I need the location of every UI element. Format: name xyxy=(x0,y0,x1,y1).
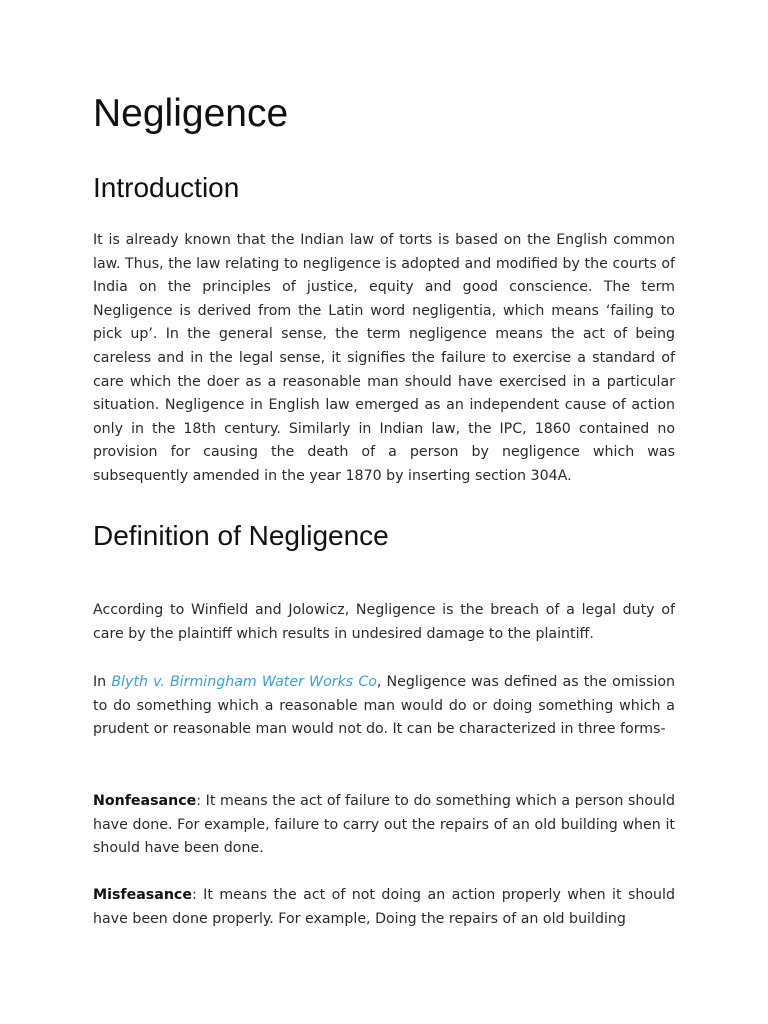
nonfeasance-term: Nonfeasance xyxy=(93,793,197,809)
blyth-prefix: In xyxy=(93,674,112,690)
blyth-case-paragraph xyxy=(93,671,675,742)
introduction-paragraph: It is already known that the Indian law of torts is based on the English common law. Thus, the law relating to negligence is adopted and modified by the courts of India on the principles of justice, equity and good conscience. The term Negligence is derived from the Latin word negligentia, which means ‘failing to pick up’. In the general sense, the term negligence means the act of being careless and in the legal sense, it signifies the failure to exercise a standard of care which the doer as a reasonable man should have exercised in a particular situation. Negligence in English law emerged as an independent cause of action only in the 18th century. Similarly in Indian law, the IPC, 1860 contained no provision for causing the death of a person by negligence which was subsequently amended in the year 1870 by inserting section 304A. xyxy=(93,232,675,484)
nonfeasance-text: : It means the act of failure to do something which a person should have done. For example, failure to carry out the repairs of an old building when it should have been done. xyxy=(93,793,675,857)
blyth-rest: , Negligence was defined as the omission to do something which a reasonable man would do or doing something which a prudent or reasonable man would not do. It can be characterized in three forms- xyxy=(93,674,675,738)
misfeasance-paragraph xyxy=(93,884,675,931)
misfeasance-term: Misfeasance xyxy=(93,887,192,903)
blyth-case-link[interactable]: Blyth v. Birmingham Water Works Co xyxy=(111,674,377,690)
definition-paragraph: According to Winfield and Jolowicz, Negligence is the breach of a legal duty of care by the plaintiff which results in undesired damage to the plaintiff. xyxy=(93,602,675,642)
section-heading-definition: Definition of Negligence xyxy=(93,520,389,551)
page-title: Negligence xyxy=(93,92,289,135)
misfeasance-text: : It means the act of not doing an action properly when it should have been done properly. For example, Doing the repairs of an old building xyxy=(93,887,675,927)
section-heading-introduction: Introduction xyxy=(93,172,240,203)
nonfeasance-paragraph xyxy=(93,790,675,861)
